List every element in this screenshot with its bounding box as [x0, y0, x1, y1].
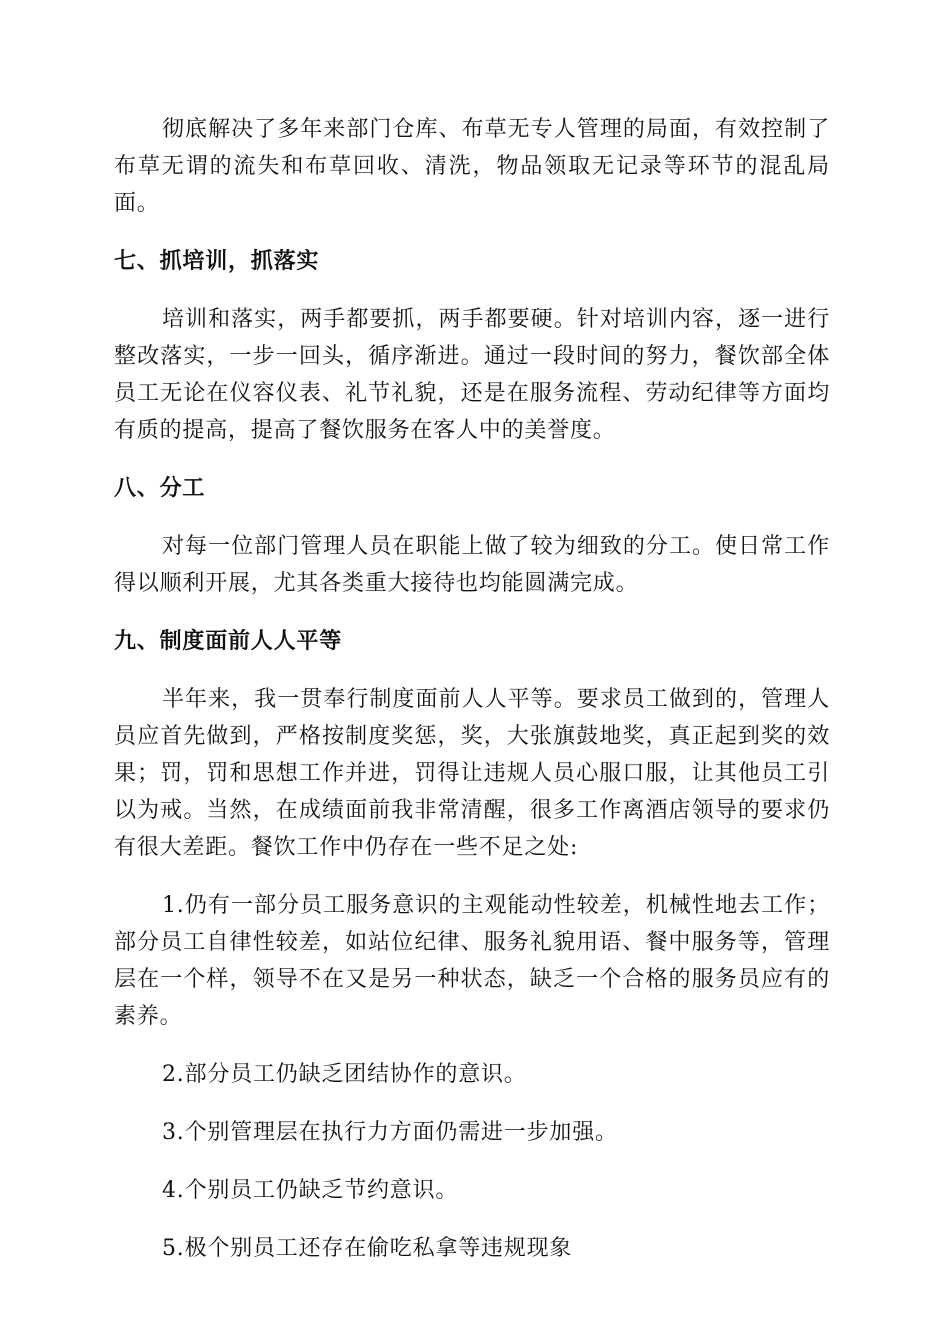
list-item-2: 2.部分员工仍缺乏团结协作的意识。	[162, 1062, 527, 1087]
heading-section-9: 九、制度面前人人平等	[114, 629, 343, 654]
paragraph-training: 培训和落实，两手都要抓，两手都要硬。针对培训内容，逐一进行整改落实，一步一回头，循序渐进。通过一段时间的努力，餐饮部全体员工无论在仪容仪表、礼节礼貌，还是在服务流程、劳动纪律等方面均有质的提高，提高了餐饮服务在客人中的美誉度。	[114, 307, 830, 443]
heading-section-8: 八、分工	[114, 476, 206, 501]
list-item-1: 1.仍有一部分员工服务意识的主观能动性较差，机械性地去工作；部分员工自律性较差，如站位纪律、服务礼貌用语、餐中服务等，管理层在一个样，领导不在又是另一种状态，缺乏一个合格的服务员应有的素养。	[114, 893, 830, 1029]
paragraph-division-of-labor: 对每一位部门管理人员在职能上做了较为细致的分工。使日常工作得以顺利开展，尤其各类重大接待也均能圆满完成。	[114, 534, 830, 596]
list-item-4: 4.个别员工仍缺乏节约意识。	[162, 1178, 459, 1203]
document-page	[114, 111, 830, 1288]
paragraph-equality: 半年来，我一贯奉行制度面前人人平等。要求员工做到的，管理人员应首先做到，严格按制度奖惩，奖，大张旗鼓地奖，真正起到奖的效果；罚，罚和思想工作并进，罚得让违规人员心服口服，让其他员工引以为戒。当然，在成绩面前我非常清醒，很多工作离酒店领导的要求仍有很大差距。餐饮工作中仍存在一些不足之处:	[114, 687, 830, 860]
list-item-5: 5.极个别员工还存在偷吃私拿等违规现象	[162, 1236, 573, 1261]
paragraph-warehouse-management: 彻底解决了多年来部门仓库、布草无专人管理的局面，有效控制了布草无谓的流失和布草回收、清洗，物品领取无记录等环节的混乱局面。	[114, 117, 830, 216]
heading-section-7: 七、抓培训，抓落实	[114, 249, 320, 274]
list-item-3: 3.个别管理层在执行力方面仍需进一步加强。	[162, 1120, 618, 1145]
